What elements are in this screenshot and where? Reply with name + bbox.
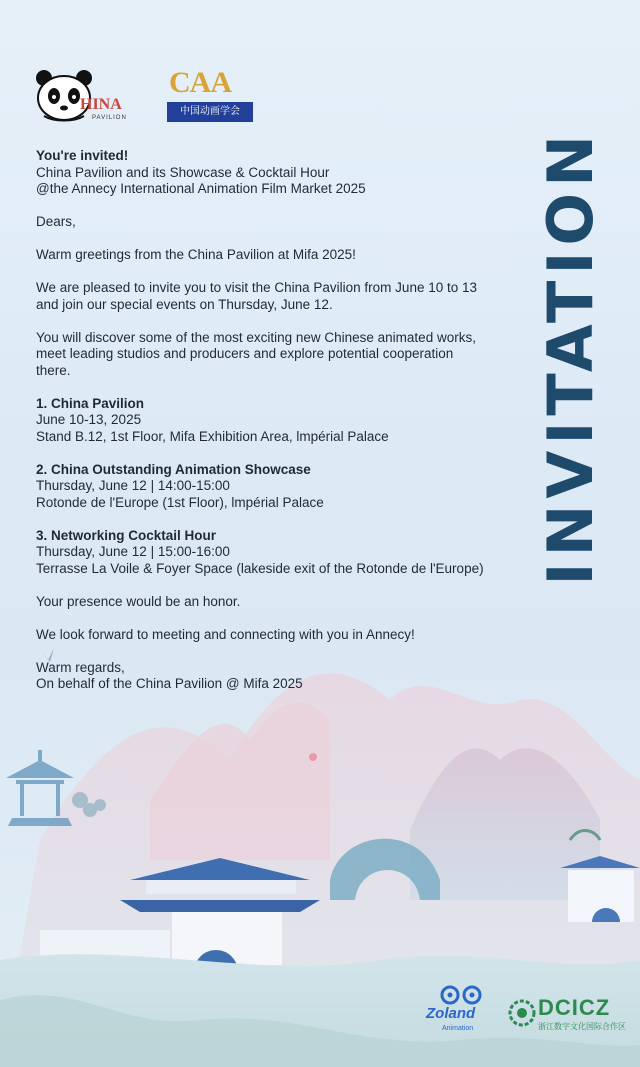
red-sun bbox=[309, 753, 317, 761]
sponsor-logos bbox=[420, 985, 630, 1041]
closing-signature: On behalf of the China Pavilion @ Mifa 2025 bbox=[36, 676, 303, 691]
subtitle-line-2: @the Annecy International Animation Film Market 2025 bbox=[36, 181, 366, 196]
caa-wordmark: CAA bbox=[169, 66, 231, 99]
event-date: Thursday, June 12 | 15:00-16:00 bbox=[36, 544, 230, 559]
china-pavilion-logo bbox=[34, 66, 134, 126]
event-date: June 10-13, 2025 bbox=[36, 412, 142, 427]
invitation-title: INVITATION bbox=[533, 128, 607, 586]
intro-block bbox=[36, 148, 526, 198]
event-location: Stand B.12, 1st Floor, Mifa Exhibition Area, lmpérial Palace bbox=[36, 428, 389, 444]
event-location: Terrasse La Voile & Foyer Space (lakeside exit of the Rotonde de l'Europe) bbox=[36, 560, 484, 576]
event-item bbox=[36, 528, 526, 578]
event-location: Rotonde de l'Europe (1st Floor), lmpérial Palace bbox=[36, 494, 324, 510]
closing-regards: Warm regards, bbox=[36, 659, 125, 675]
closing-block bbox=[36, 660, 526, 693]
caa-logo bbox=[167, 66, 257, 124]
paragraph-discover-line-3: there. bbox=[36, 362, 71, 378]
headline: You're invited! bbox=[36, 148, 129, 163]
pavilion-subtitle: PAVILION bbox=[92, 115, 127, 121]
dcicz-emblem-icon bbox=[508, 993, 536, 1033]
event-date: Thursday, June 12 | 14:00-15:00 bbox=[36, 478, 230, 493]
salutation: Dears, bbox=[36, 214, 76, 229]
paragraph-invite bbox=[36, 280, 526, 313]
event-item bbox=[36, 462, 526, 512]
zoland-subtitle: Animation bbox=[442, 1025, 474, 1032]
event-title: 1. China Pavilion bbox=[36, 395, 145, 411]
greeting: Warm greetings from the China Pavilion at Mifa 2025! bbox=[36, 247, 356, 262]
event-title: 3. Networking Cocktail Hour bbox=[36, 527, 217, 543]
dcicz-logo bbox=[508, 993, 628, 1037]
dcicz-wordmark: DCICZ bbox=[538, 995, 611, 1020]
presence-line: Your presence would be an honor. bbox=[36, 593, 241, 609]
caa-band: 中国动画学会 bbox=[167, 102, 253, 122]
event-item bbox=[36, 396, 526, 446]
look-forward-line: We look forward to meeting and connecting with you in Annecy! bbox=[36, 626, 415, 642]
paragraph-discover-line-1: You will discover some of the most exciting new Chinese animated works, bbox=[36, 329, 476, 345]
zoland-wordmark: Zoland bbox=[426, 1005, 476, 1022]
vertical-title-wrap bbox=[528, 72, 612, 642]
zoland-logo bbox=[420, 985, 500, 1041]
dcicz-subtitle: 浙江数字文化国际合作区 bbox=[538, 1022, 626, 1031]
paragraph-discover bbox=[36, 330, 526, 380]
paragraph-discover-line-2: meet leading studios and producers and explore potential cooperation bbox=[36, 346, 454, 361]
header-logos bbox=[34, 66, 274, 126]
invitation-letter bbox=[36, 148, 526, 709]
subtitle-line-1: China Pavilion and its Showcase & Cocktail Hour bbox=[36, 164, 330, 180]
china-pavilion-wordmark: HINA bbox=[80, 96, 122, 113]
paragraph-invite-line-1: We are pleased to invite you to visit the China Pavilion from June 10 to 13 bbox=[36, 280, 477, 295]
pink-peak bbox=[150, 703, 330, 860]
paragraph-invite-line-2: and join our special events on Thursday, June 12. bbox=[36, 296, 333, 312]
event-title: 2. China Outstanding Animation Showcase bbox=[36, 461, 311, 477]
